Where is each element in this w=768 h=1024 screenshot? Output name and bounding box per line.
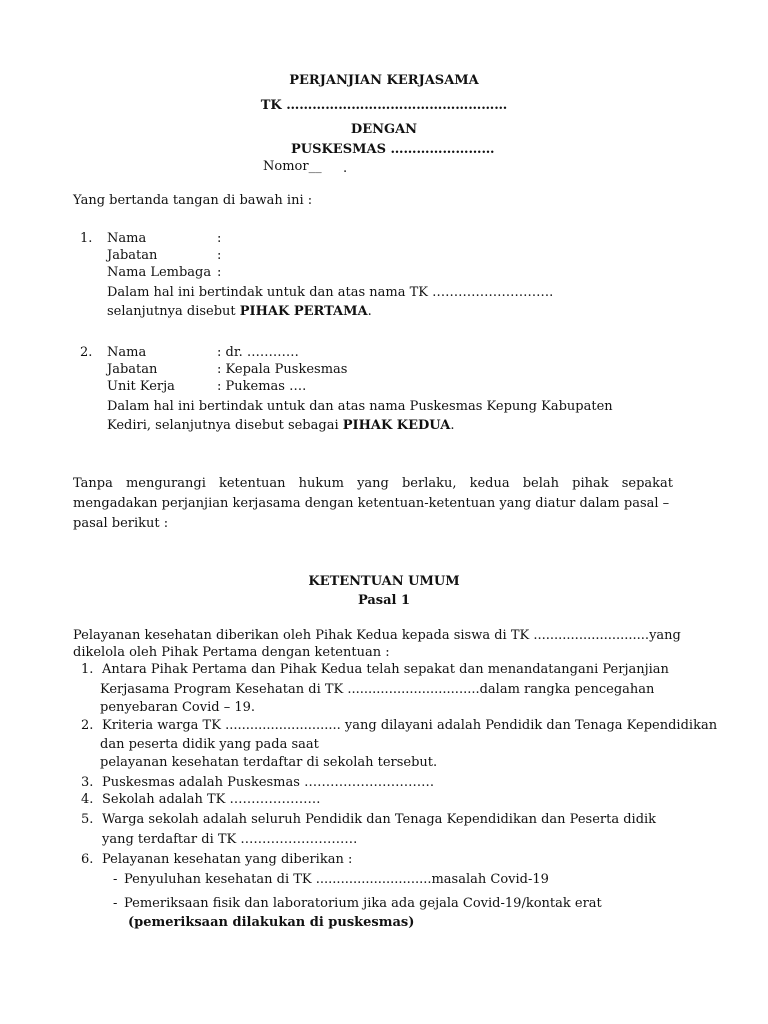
preamble-line: mengadakan perjanjian kerjasama dengan ketentuan-ketentuan yang diatur dalam pasal – — [73, 496, 670, 511]
party-number: 2. — [80, 345, 93, 360]
list-item: Pelayanan kesehatan yang diberikan : — [102, 852, 353, 867]
party-number: 1. — [80, 231, 93, 246]
list-item: Antara Pihak Pertama dan Pihak Kedua telah sepakat dan menandatangani Perjanjian — [102, 662, 669, 677]
list-item: Kriteria warga TK ............................ yang dilayani adalah Pendidik dan Tenaga Kependidikan — [102, 718, 718, 733]
list-item: yang terdaftar di TK ……………………… — [102, 832, 358, 847]
section-intro: Pelayanan kesehatan diberikan oleh Pihak Kedua kepada siswa di TK ............................yang — [73, 628, 681, 643]
list-number: 6. — [81, 852, 94, 867]
field-label: Jabatan — [107, 362, 158, 377]
field-label: Unit Kerja — [107, 379, 175, 394]
field-label: Jabatan — [107, 248, 158, 263]
preamble-line: Tanpa mengurangi ketentuan hukum yang berlaku, kedua belah pihak sepakat — [73, 476, 673, 491]
nomor-dot: . — [343, 161, 348, 176]
field-value: : Kepala Puskesmas — [217, 362, 348, 377]
list-item: pelayanan kesehatan terdaftar di sekolah tersebut. — [100, 755, 438, 770]
party-designation: selanjutnya disebut PIHAK PERTAMA. — [107, 304, 372, 319]
dengan-heading: DENGAN — [350, 122, 418, 137]
party-designation: Kediri, selanjutnya disebut sebagai PIHAK KEDUA. — [107, 418, 455, 433]
list-number: 3. — [81, 775, 94, 790]
field-value: : Pukemas …. — [217, 379, 307, 394]
list-number: 1. — [81, 662, 94, 677]
pasal-heading: Pasal 1 — [357, 593, 411, 608]
field-label: Nama — [107, 231, 147, 246]
field-value: : — [217, 265, 222, 280]
party-role: PIHAK KEDUA — [342, 418, 451, 433]
list-item: Warga sekolah adalah seluruh Pendidik dan Tenaga Kependidikan dan Peserta didik — [102, 812, 657, 827]
nomor-label: Nomor__ — [263, 159, 322, 174]
list-number: 5. — [81, 812, 94, 827]
field-value: : dr. ………… — [217, 345, 299, 360]
puskesmas-line: PUSKESMAS …………………… — [291, 142, 495, 157]
section-intro: dikelola oleh Pihak Pertama dengan ketentuan : — [73, 645, 390, 660]
sub-item: Pemeriksaan fisik dan laboratorium jika ada gejala Covid-19/kontak erat — [124, 896, 602, 911]
list-number: 4. — [81, 792, 94, 807]
sub-item-note: (pemeriksaan dilakukan di puskesmas) — [128, 915, 415, 930]
field-label: Nama Lembaga — [107, 265, 212, 280]
party-role: PIHAK PERTAMA — [239, 304, 368, 319]
intro-text: Yang bertanda tangan di bawah ini : — [73, 193, 313, 208]
list-item: penyebaran Covid – 19. — [100, 700, 256, 715]
section-title: KETENTUAN UMUM — [308, 574, 460, 589]
list-item: dan peserta didik yang pada saat — [100, 737, 319, 752]
party-description: Dalam hal ini bertindak untuk dan atas nama Puskesmas Kepung Kabupaten — [107, 399, 613, 414]
tk-line: TK …………………………………………… — [260, 98, 508, 113]
party-description: Dalam hal ini bertindak untuk dan atas nama TK ………………………. — [107, 285, 554, 300]
list-item: Puskesmas adalah Puskesmas ………………………… — [102, 775, 435, 790]
list-item: Kerjasama Program Kesehatan di TK ................................dalam rangka pencegahan — [100, 682, 655, 697]
list-number: 2. — [81, 718, 94, 733]
field-label: Nama — [107, 345, 147, 360]
field-value: : — [217, 231, 222, 246]
field-value: : — [217, 248, 222, 263]
list-item: Sekolah adalah TK ………………… — [102, 792, 321, 807]
preamble-line: pasal berikut : — [73, 516, 169, 531]
document-title: PERJANJIAN KERJASAMA — [289, 73, 479, 88]
sub-item: Penyuluhan kesehatan di TK ............................masalah Covid-19 — [124, 872, 549, 887]
sub-item-dash: - — [113, 896, 118, 911]
sub-item-dash: - — [113, 872, 118, 887]
